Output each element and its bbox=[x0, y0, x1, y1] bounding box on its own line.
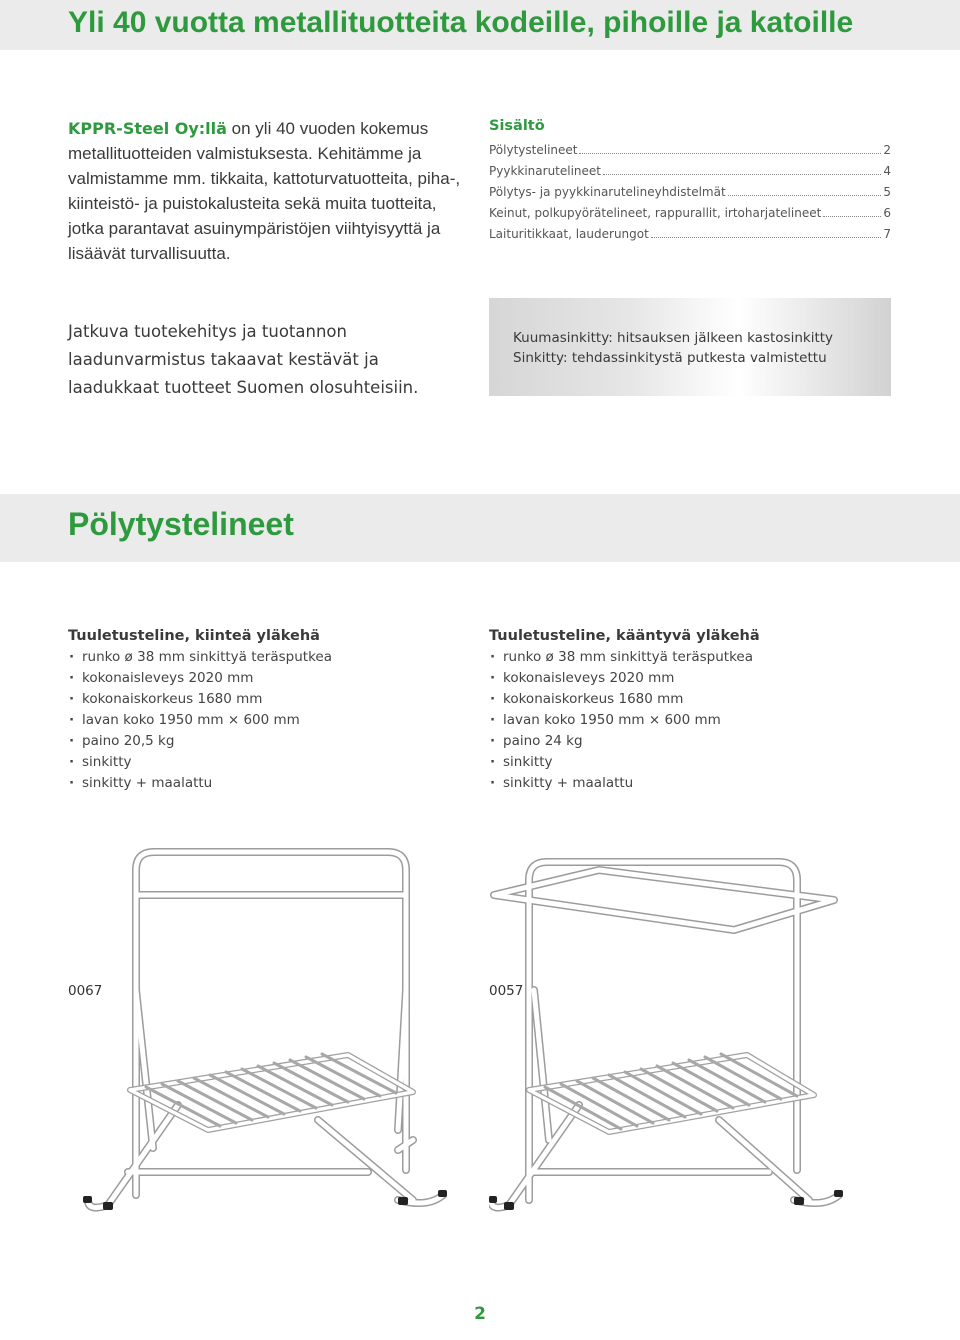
spec-item: · kokonaiskorkeus 1680 mm bbox=[68, 689, 468, 710]
toc-leader bbox=[651, 237, 882, 238]
toc-title: Sisältö bbox=[489, 118, 545, 134]
page-heading: Yli 40 vuotta metallituotteita kodeille, pihoille ja katoille bbox=[68, 6, 854, 39]
spec-list bbox=[489, 647, 889, 794]
spec-list bbox=[68, 647, 468, 794]
finish-pregalvanized: Sinkitty: tehdassinkitystä putkesta valmistettu bbox=[513, 350, 827, 366]
spec-item: · sinkitty + maalattu bbox=[68, 773, 468, 794]
product-fixed-frame bbox=[68, 628, 468, 794]
toc-item[interactable] bbox=[489, 140, 891, 161]
spec-item: · paino 24 kg bbox=[489, 731, 889, 752]
spec-item: · runko ø 38 mm sinkittyä teräsputkea bbox=[68, 647, 468, 668]
product-code: 0057 bbox=[489, 983, 524, 999]
toc-leader bbox=[823, 216, 881, 217]
spec-item: · kokonaiskorkeus 1680 mm bbox=[489, 689, 889, 710]
quality-paragraph: Jatkuva tuotekehitys ja tuotannon laadunvarmistus takaavat kestävät ja laadukkaat tuotteet Suomen olosuhteisiin. bbox=[68, 322, 419, 397]
page-number: 2 bbox=[474, 1304, 486, 1324]
product-code: 0067 bbox=[68, 983, 103, 999]
toc-item-page: 6 bbox=[883, 206, 891, 220]
product-turning-frame bbox=[489, 628, 889, 794]
spec-item: · sinkitty + maalattu bbox=[489, 773, 889, 794]
toc-item-page: 2 bbox=[883, 143, 891, 157]
product-title: Tuuletusteline, kääntyvä yläkehä bbox=[489, 628, 760, 644]
toc-item-label: Laituritikkaat, lauderungot bbox=[489, 227, 649, 241]
toc-item-label: Pyykkinarutelineet bbox=[489, 164, 602, 178]
toc-leader bbox=[579, 153, 881, 154]
section-title: Pölytystelineet bbox=[68, 506, 294, 542]
carpet-rack-fixed-image bbox=[68, 840, 468, 1230]
toc-leader bbox=[728, 195, 882, 196]
intro-text: on yli 40 vuoden kokemus metallituotteiden valmistuksesta. Kehitämme ja valmistamme mm. tikkaita, kattoturvatuotteita, piha-, kiinteistö- ja puistokalusteita sekä muita tuotteita, jotka parantavat asuinympäristöjen viihtyisyyttä ja lisäävät turvallisuutta. bbox=[68, 119, 461, 263]
toc-item-page: 5 bbox=[883, 185, 891, 199]
spec-item: · kokonaisleveys 2020 mm bbox=[489, 668, 889, 689]
spec-item: · lavan koko 1950 mm × 600 mm bbox=[68, 710, 468, 731]
spec-item: · runko ø 38 mm sinkittyä teräsputkea bbox=[489, 647, 889, 668]
toc-item-page: 4 bbox=[883, 164, 891, 178]
toc-item[interactable] bbox=[489, 182, 891, 203]
toc-item-page: 7 bbox=[883, 227, 891, 241]
spec-item: · paino 20,5 kg bbox=[68, 731, 468, 752]
toc-item[interactable] bbox=[489, 203, 891, 224]
company-name: KPPR-Steel Oy:llä bbox=[68, 119, 227, 138]
product-title: Tuuletusteline, kiinteä yläkehä bbox=[68, 628, 320, 644]
section-band bbox=[0, 494, 960, 562]
intro-paragraph bbox=[68, 116, 468, 266]
header-band bbox=[0, 0, 960, 50]
finish-legend-box bbox=[489, 298, 891, 396]
spec-item: · sinkitty bbox=[68, 752, 468, 773]
carpet-rack-turning-image bbox=[489, 840, 889, 1230]
spec-item: · lavan koko 1950 mm × 600 mm bbox=[489, 710, 889, 731]
toc-item-label: Pölytystelineet bbox=[489, 143, 578, 157]
toc-item-label: Keinut, polkupyörätelineet, rappurallit, irtoharjatelineet bbox=[489, 206, 822, 220]
toc-item[interactable] bbox=[489, 161, 891, 182]
toc-item-label: Pölytys- ja pyykkinarutelineyhdistelmät bbox=[489, 185, 726, 199]
toc-item[interactable] bbox=[489, 224, 891, 245]
spec-item: · kokonaisleveys 2020 mm bbox=[68, 668, 468, 689]
toc-leader bbox=[603, 174, 881, 175]
spec-item: · sinkitty bbox=[489, 752, 889, 773]
finish-hot-dip: Kuumasinkitty: hitsauksen jälkeen kastosinkitty bbox=[513, 330, 834, 346]
table-of-contents bbox=[489, 118, 891, 245]
